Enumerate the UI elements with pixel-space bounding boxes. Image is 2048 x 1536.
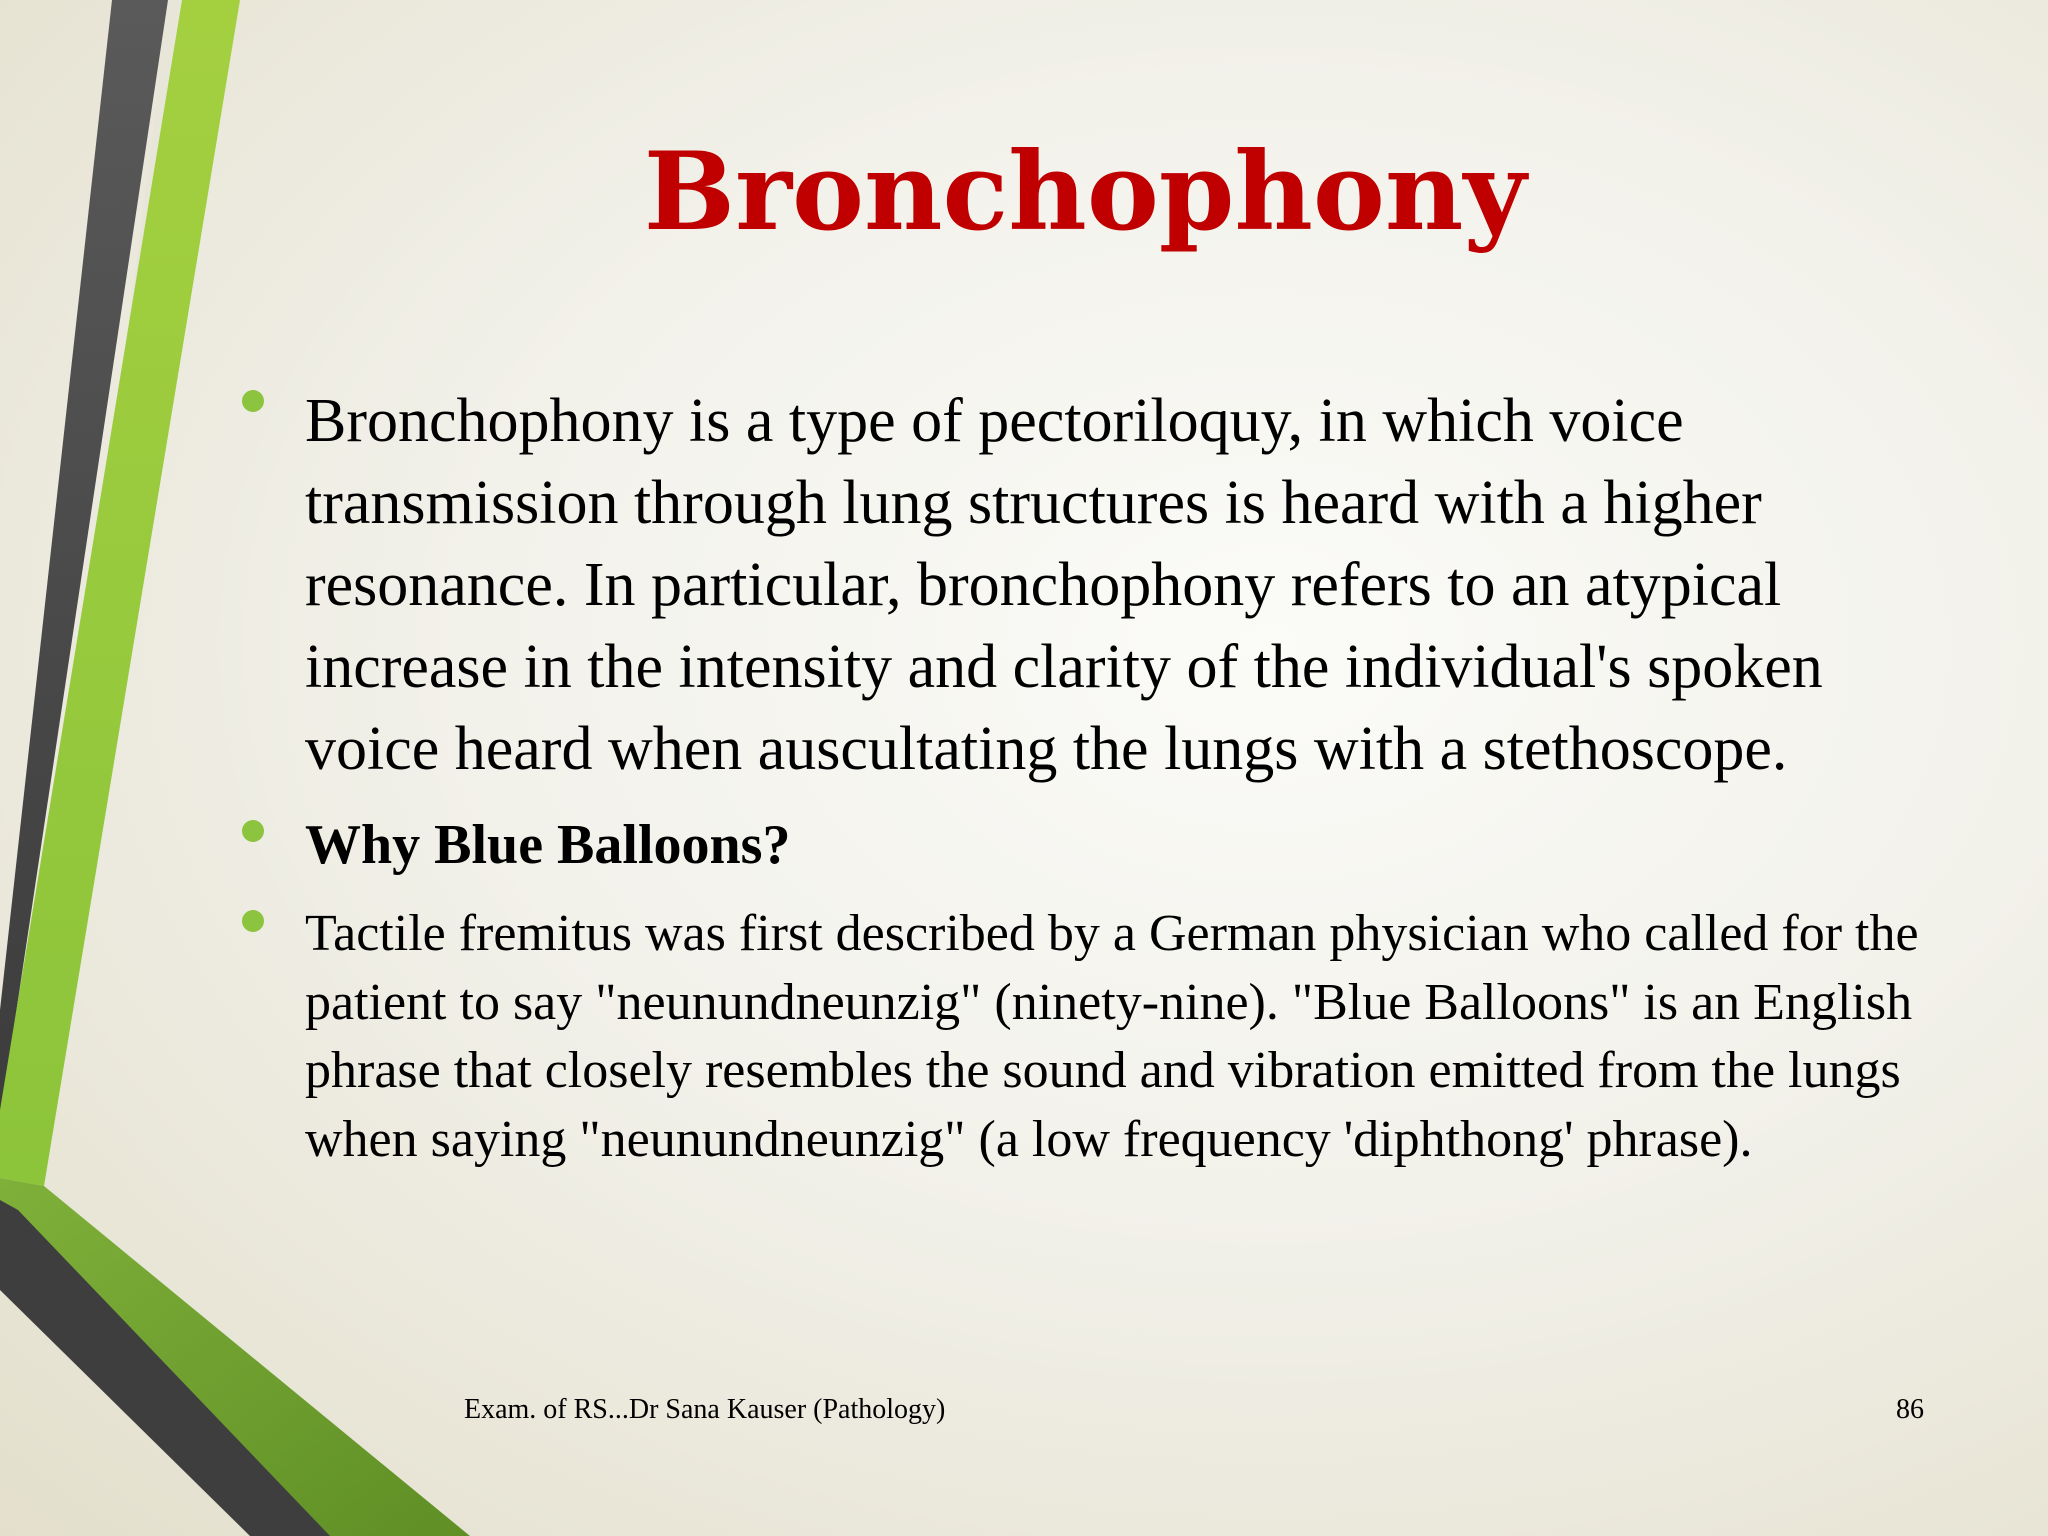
slide-title: Bronchophony (643, 129, 1527, 255)
bullet-item (240, 810, 1940, 880)
dark-diagonal-band (0, 1200, 330, 1536)
bullet-list (240, 380, 1940, 1174)
bullet-text: Tactile fremitus was first described by a German physician who called for the patient to say "neunundneunzig" (ninety-nine). "Blue Balloons" is an English phrase that closely resembles the sound and vibration emitted from the lungs when saying "neunundneunzig" (a low frequency 'diphthong' phrase). (305, 905, 1919, 1168)
bullet-item (240, 380, 1940, 790)
bullet-dot-icon (242, 820, 264, 842)
bullet-heading: Why Blue Balloons? (305, 814, 791, 876)
bullet-dot-icon (242, 910, 264, 932)
bullet-dot-icon (242, 390, 264, 412)
bullet-text: Bronchophony is a type of pectoriloquy, in which voice transmission through lung structures is heard with a higher resonance. In particular, bronchophony refers to an atypical increase in the intensity and clarity of the individual's spoken voice heard when auscultating the lungs with a stethoscope. (305, 387, 1823, 783)
bullet-item (240, 900, 1940, 1174)
slide-footer: Exam. of RS...Dr Sana Kauser (Pathology) (464, 1394, 946, 1425)
page-number: 86 (1896, 1394, 1924, 1425)
